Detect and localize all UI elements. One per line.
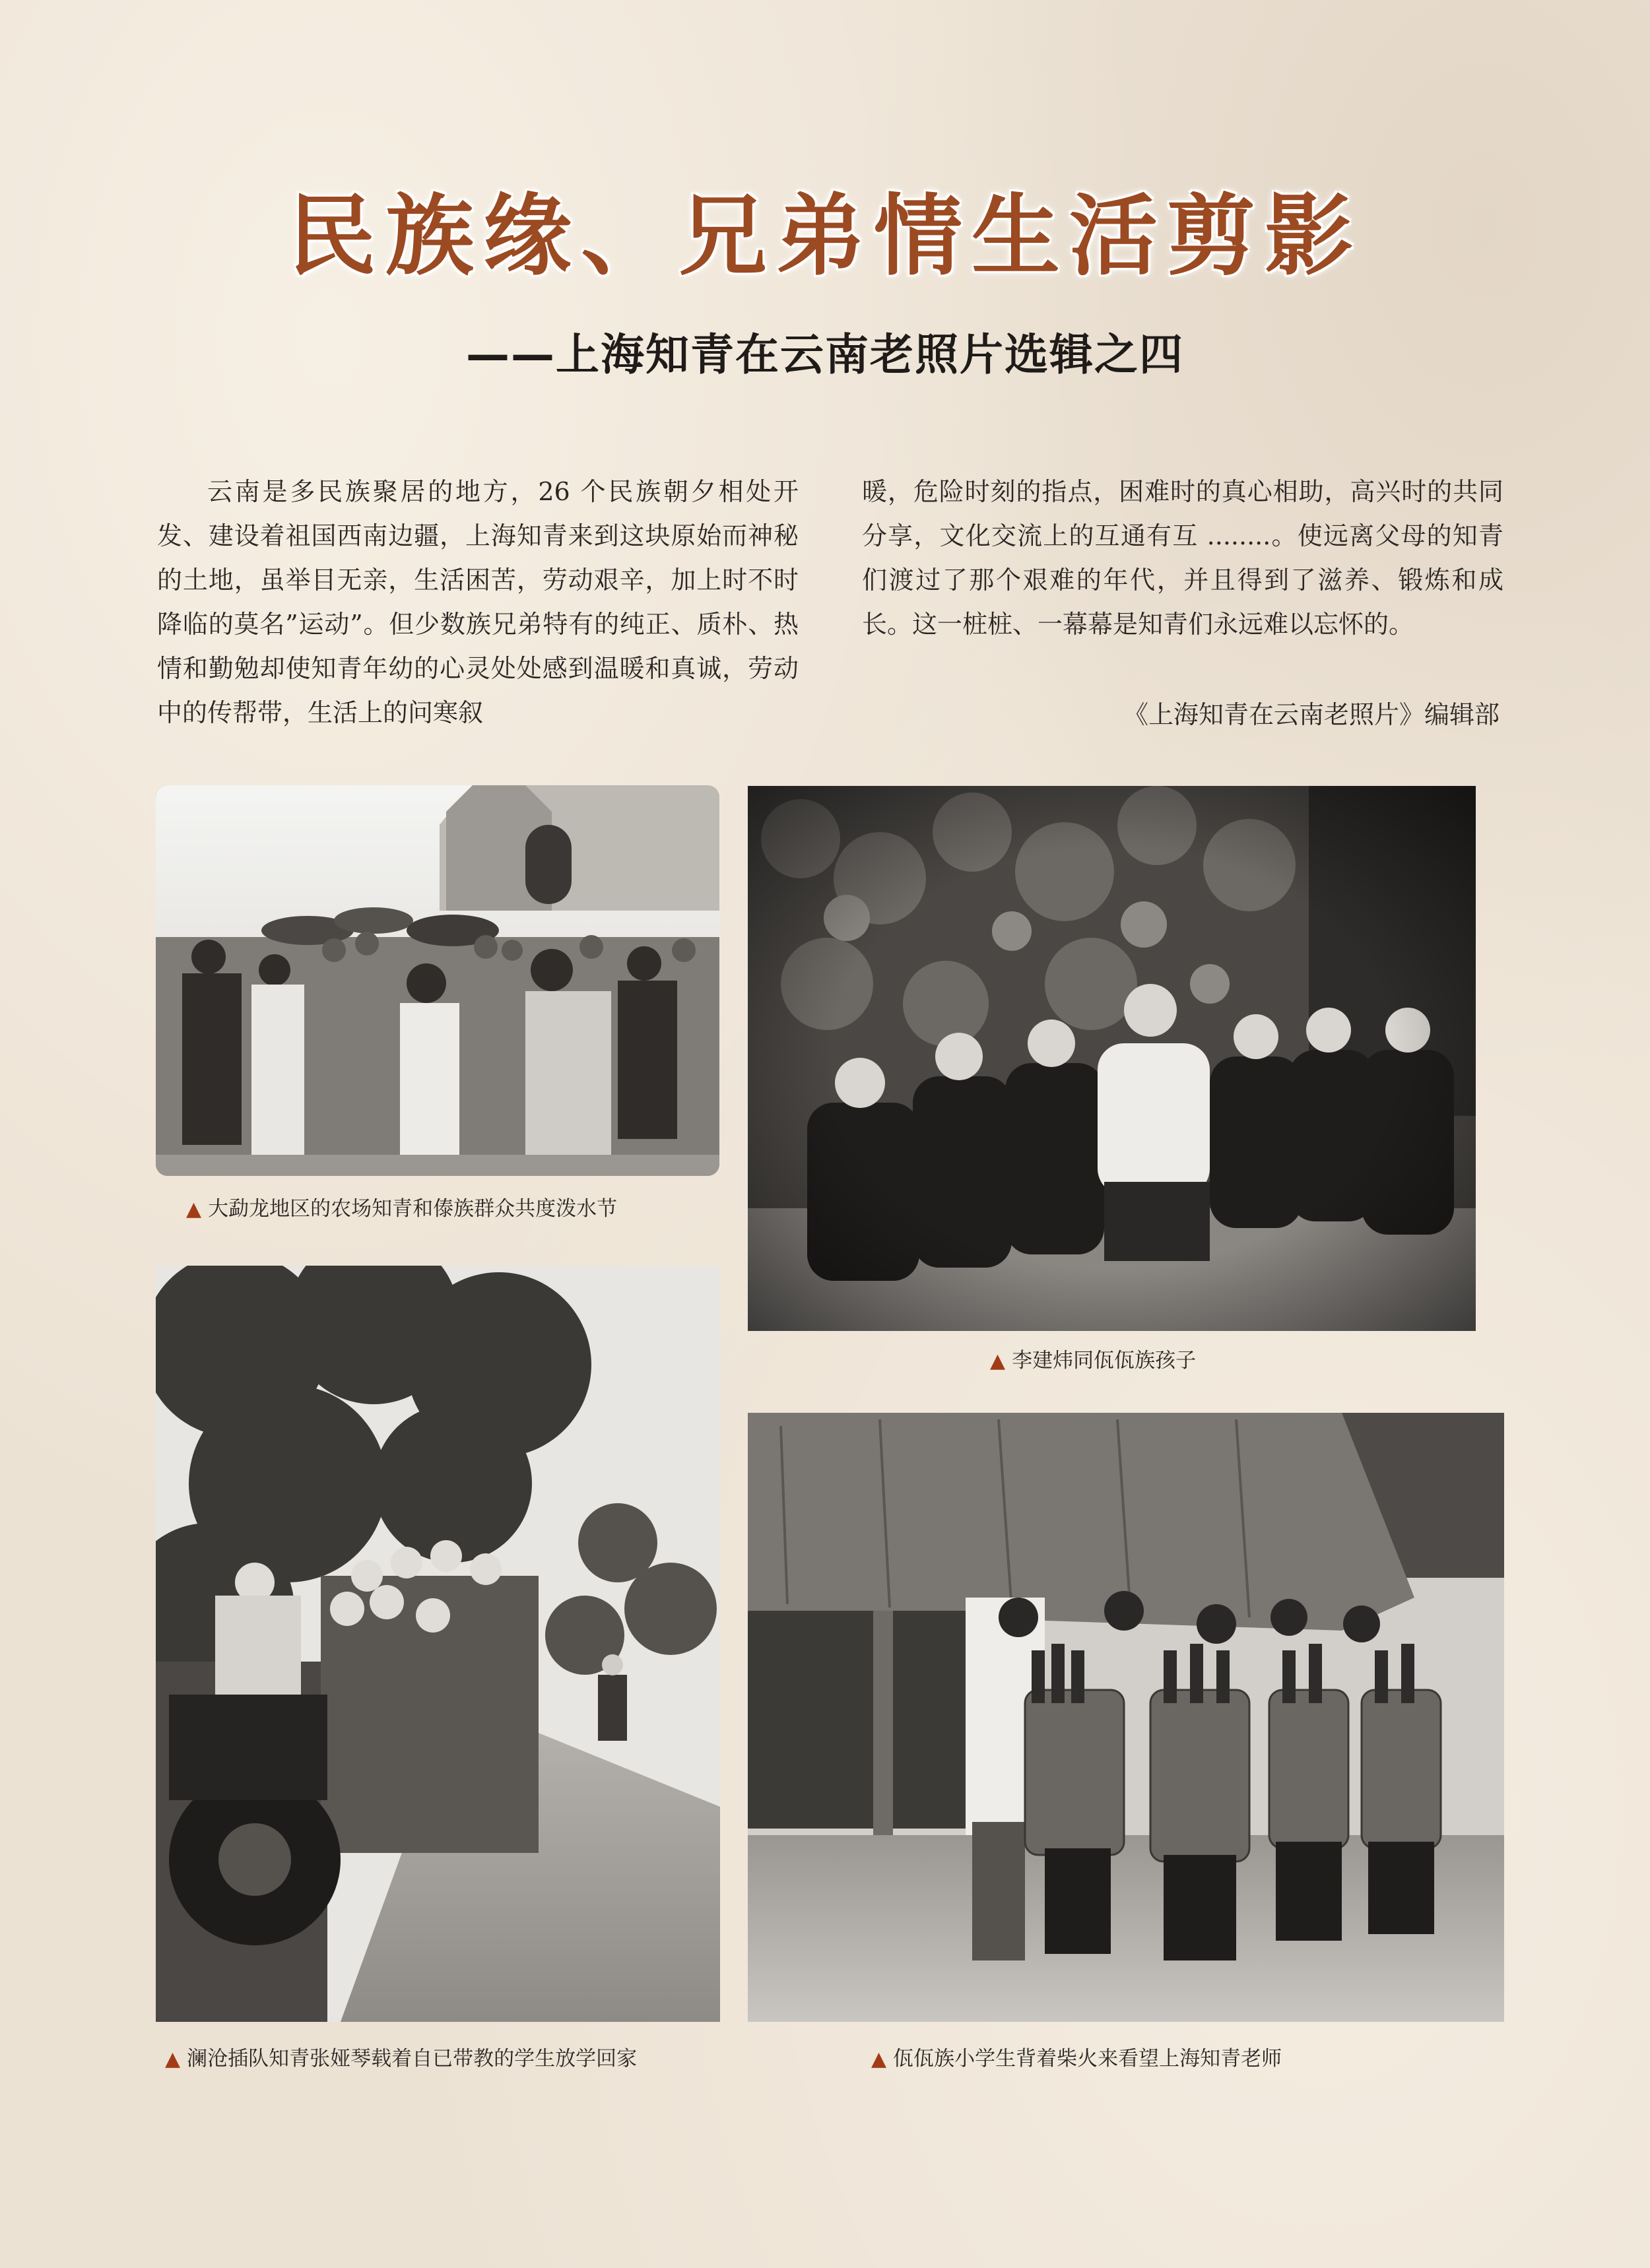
caption-tractor-students [165,2044,637,2074]
caption-tractor-students-text: 澜沧插队知青张娅琴载着自已带教的学生放学回家 [187,2047,638,2071]
caption-water-festival-text: 大勐龙地区的农场知青和傣族群众共度泼水节 [208,1197,618,1221]
intro-right-column: 暖，危险时刻的指点，困难时的真心相助，高兴时的共同分享，文化交流上的互通有互 ........。使远离父母的知青们渡过了那个艰难的年代，并且得到了滋养、锻炼和成长。这一桩桩、一幕幕是知青们永远难以忘怀的。 [862,477,1503,639]
page-title: 民族缘、兄弟情生活剪影 [287,185,1362,288]
caption-wa-children-text: 李建炜同佤佤族孩子 [1012,1349,1197,1373]
photo-tractor-students [156,1266,720,2022]
caption-firewood-students-text: 佤佤族小学生背着柴火来看望上海知青老师 [893,2047,1282,2071]
caption-marker-icon: ▲ [186,1198,202,1221]
caption-marker-icon: ▲ [165,2048,181,2071]
caption-wa-children [990,1346,1196,1376]
editorial-signature: 《上海知青在云南老照片》编辑部 [1123,700,1500,729]
photo-wa-children [748,786,1476,1331]
photo-water-festival [156,785,719,1176]
photo-wa-children-image [748,786,1476,1331]
caption-water-festival [186,1194,617,1224]
photo-firewood-students [748,1413,1504,2022]
caption-marker-icon: ▲ [990,1349,1006,1373]
intro-left-column: 云南是多民族聚居的地方，26 个民族朝夕相处开发、建设着祖国西南边疆，上海知青来到这块原始而神秘的土地，虽举目无亲，生活困苦，劳动艰辛，加上时不时降临的莫名”运动”。但少数族兄弟特有的纯正、质朴、热情和勤勉却使知青年幼的心灵处处感到温暖和真诚，劳动中的传帮带，生活上的问寒叙 [157,477,799,727]
photo-water-festival-image [156,785,719,1176]
photo-firewood-students-image [748,1413,1504,2022]
page-subtitle: ——上海知青在云南老照片选辑之四 [466,329,1184,380]
caption-firewood-students [871,2044,1282,2074]
photo-tractor-students-image [156,1266,720,2022]
caption-marker-icon: ▲ [871,2048,887,2071]
